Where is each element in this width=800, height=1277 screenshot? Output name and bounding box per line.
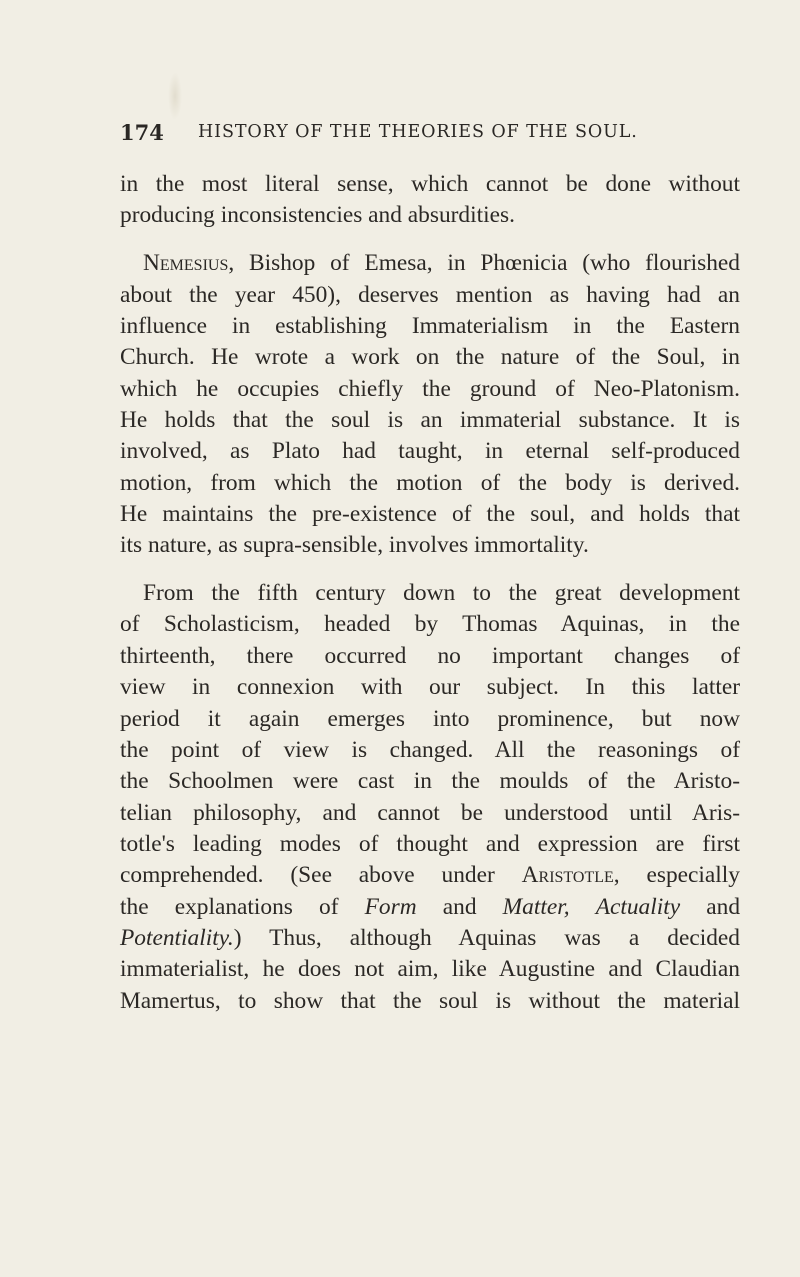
text-line: the point of view is changed. All the reasonings of: [120, 736, 740, 763]
text-line: telian philosophy, and cannot be understood until Aris-: [120, 799, 740, 826]
paragraph: [120, 248, 740, 561]
text-line: thirteenth, there occurred no important changes of: [120, 642, 740, 669]
text-line: comprehended. (See above under Aristotle, especially: [120, 862, 740, 889]
text-line: influence in establishing Immaterialism in the Eastern: [120, 312, 740, 339]
running-header: [120, 120, 740, 150]
text-line: period it again emerges into prominence, but now: [120, 705, 740, 732]
term-form: Form: [364, 893, 417, 920]
text-line: the explanations of Form and Matter, Actuality and: [120, 893, 741, 920]
running-title: HISTORY OF THE THEORIES OF THE SOUL.: [198, 122, 638, 142]
text-line: Nemesius, Bishop of Emesa, in Phœnicia (who flourished: [143, 250, 740, 277]
body-text: [120, 169, 740, 1017]
term-potentiality: Potentiality.: [120, 924, 234, 951]
name-nemesius: Nemesius: [143, 250, 229, 277]
page-number: 174: [120, 120, 164, 145]
term-actuality: Actuality: [595, 893, 681, 920]
paragraph: [120, 578, 740, 1017]
text-line: which he occupies chiefly the ground of Neo-Platonism.: [120, 375, 740, 402]
text-line: Church. He wrote a work on the nature of the Soul, in: [120, 344, 740, 371]
text-line: totle's leading modes of thought and expression are first: [120, 830, 740, 857]
name-aristotle: Aristotle: [521, 862, 614, 889]
text-line: about the year 450), deserves mention as having had an: [120, 281, 740, 308]
text-line: view in connexion with our subject. In this latter: [120, 674, 740, 701]
text-line: He holds that the soul is an immaterial substance. It is: [120, 406, 740, 433]
text-line: immaterialist, he does not aim, like Augustine and Claudian: [120, 956, 740, 983]
text-line: of Scholasticism, headed by Thomas Aquinas, in the: [120, 611, 740, 638]
text-line: Potentiality.) Thus, although Aquinas was a decided: [120, 924, 740, 951]
paper-smudge: [168, 72, 182, 120]
text-line: its nature, as supra-sensible, involves immortality.: [120, 532, 589, 559]
text-line: From the fifth century down to the great development: [143, 580, 740, 607]
text-line: involved, as Plato had taught, in eternal self-produced: [120, 438, 740, 465]
paragraph: [120, 169, 740, 232]
text-line: He maintains the pre-existence of the soul, and holds that: [120, 500, 740, 527]
text-line: motion, from which the motion of the body is derived.: [120, 469, 740, 496]
term-matter: Matter,: [502, 893, 570, 920]
text-line: Mamertus, to show that the soul is without the material: [120, 987, 740, 1014]
text-line: producing inconsistencies and absurdities.: [120, 202, 515, 229]
text-line: in the most literal sense, which cannot be done without: [120, 171, 740, 197]
text-line: the Schoolmen were cast in the moulds of the Aristo-: [120, 768, 740, 795]
